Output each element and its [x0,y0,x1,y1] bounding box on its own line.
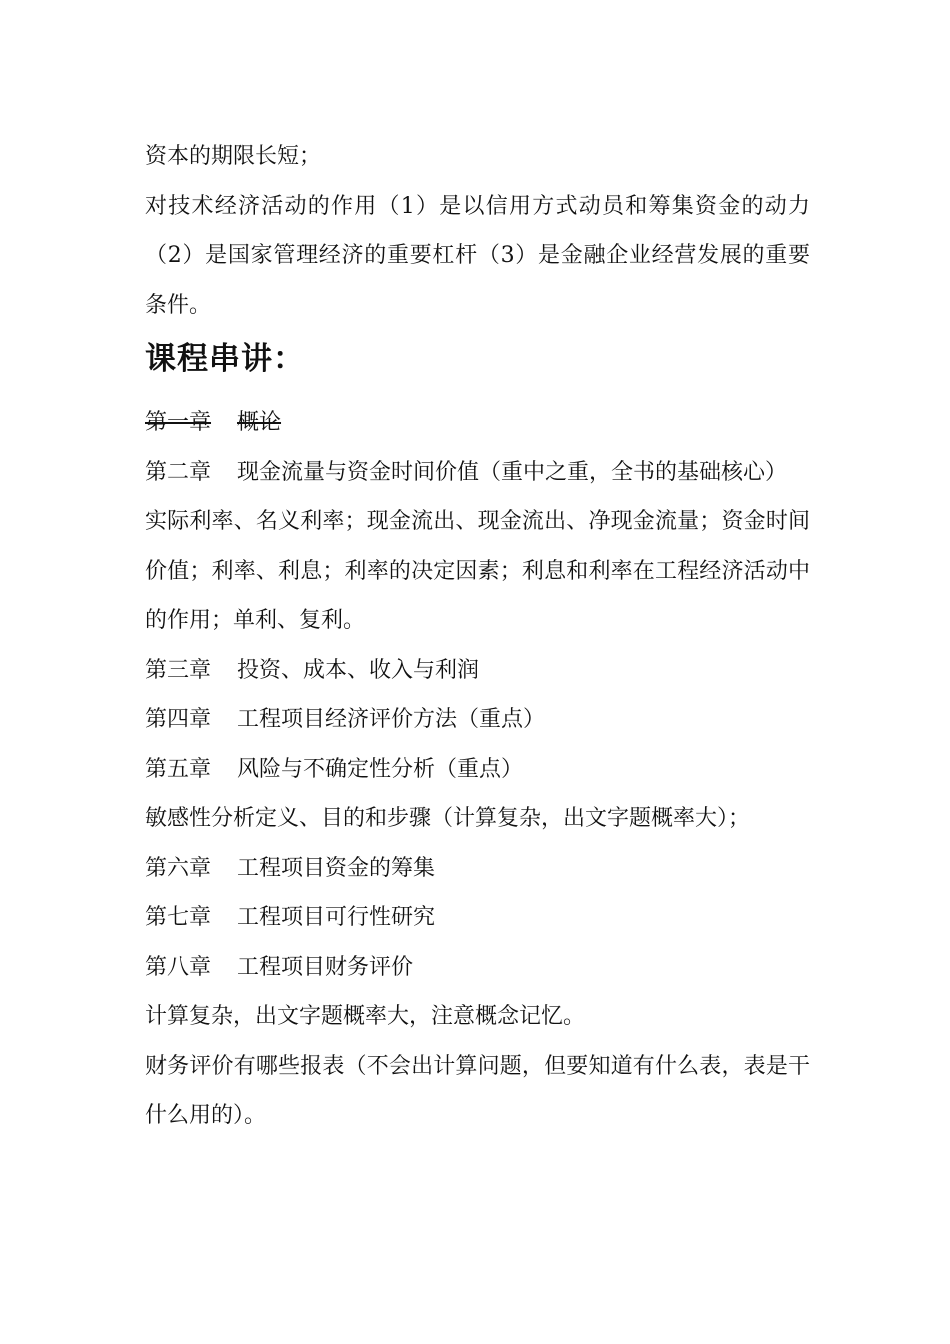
chapter-line-3 [145,646,810,696]
chapter-1-struck-text [145,410,281,435]
chapter-line-1 [145,398,810,448]
chapter-number: 第二章 [145,459,212,485]
chapter-2-note: 实际利率、名义利率；现金流出、现金流出、净现金流量；资金时间价值；利率、利息；利率的决定因素；利息和利率在工程经济活动中的作用；单利、复利。 [145,509,810,633]
chapter-line-7 [145,893,810,943]
document-body [145,132,810,1141]
chapter-title: 工程项目可行性研究 [237,905,436,930]
chapter-title: 现金流量与资金时间价值（重中之重，全书的基础核心） [237,459,788,485]
chapter-number: 第八章 [145,954,212,980]
chapter-8-note-2: 财务评价有哪些报表（不会出计算问题，但要知道有什么表，表是干什么用的）。 [145,1053,810,1128]
chapter-title: 工程项目财务评价 [237,954,414,980]
paragraph-role-in-economic-activity: 对技术经济活动的作用（1）是以信用方式动员和筹集资金的动力（2）是国家管理经济的重要杠杆（3）是金融企业经营发展的重要条件。 [145,193,810,318]
chapter-number: 第三章 [145,657,212,683]
chapter-number: 第一章 [145,410,212,435]
chapter-title: 工程项目资金的筹集 [237,855,436,881]
chapter-line-2 [145,448,810,498]
chapter-title: 工程项目经济评价方法（重点） [237,707,546,732]
section-heading: 课程串讲： [145,341,305,377]
chapter-8-note-1: 计算复杂，出文字题概率大，注意概念记忆。 [145,1004,586,1029]
chapter-5-note: 敏感性分析定义、目的和步骤（计算复杂，出文字题概率大）； [145,806,751,831]
chapter-number: 第七章 [145,905,212,930]
chapter-line-8 [145,943,810,993]
chapter-line-6 [145,844,810,894]
chapter-title: 概论 [237,410,282,435]
chapter-number: 第五章 [145,756,212,782]
chapter-number: 第六章 [145,855,212,881]
chapter-title: 风险与不确定性分析（重点） [237,756,524,782]
chapter-title: 投资、成本、收入与利润 [237,657,480,683]
chapter-line-4 [145,695,810,745]
chapter-line-5 [145,745,810,795]
paragraph-capital-term: 资本的期限长短； [145,144,322,169]
chapter-number: 第四章 [145,707,212,732]
